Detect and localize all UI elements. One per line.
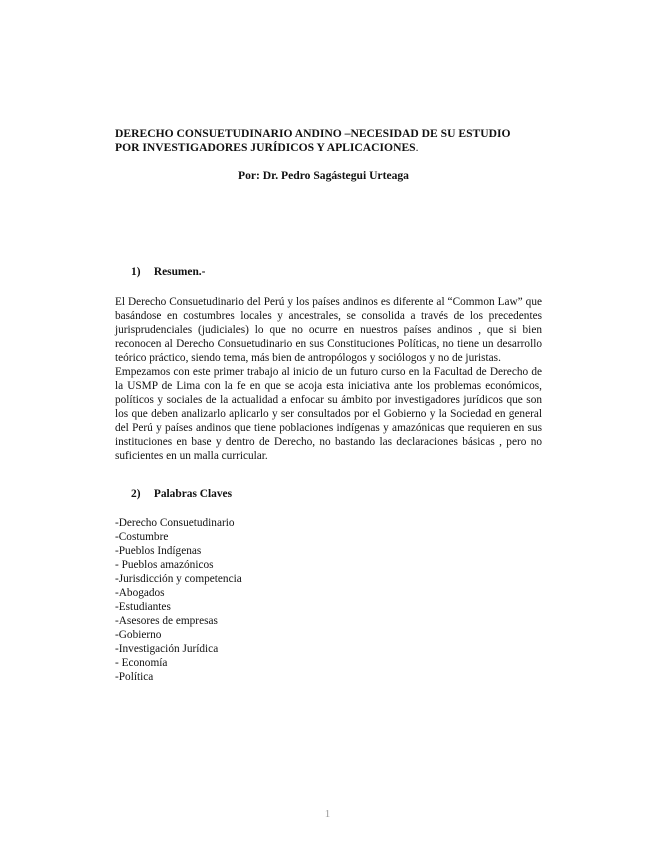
title-line-2: [115, 141, 545, 155]
keyword-item: -Pueblos Indígenas: [115, 545, 202, 557]
keyword-item: -Derecho Consuetudinario: [115, 517, 235, 529]
keyword-item: -Jurisdicción y competencia: [115, 573, 242, 585]
keyword-item: -Gobierno: [115, 629, 162, 641]
section-number: 2): [131, 488, 141, 500]
keyword-item: -Política: [115, 671, 154, 683]
abstract-paragraph: El Derecho Consuetudinario del Perú y los países andinos es diferente al “Common Law” que basándose en costumbres locales y ancestrales, se consolida a través de los precedentes jurisprudenciales (judiciales) lo que no ocurre en nuestros países andinos , que si bien reconocen al Derecho Consuetudinario en sus Constituciones Políticas, no tiene un desarrollo teórico práctico, siendo tema, más bien de antropólogos y sociólogos y no de juristas.: [115, 296, 542, 364]
keyword-item: -Estudiantes: [115, 601, 171, 613]
page-number: 1: [324, 808, 331, 820]
keyword-item: -Asesores de empresas: [115, 615, 218, 627]
keyword-item: -Investigación Jurídica: [115, 643, 219, 655]
keyword-item: - Economía: [115, 657, 168, 669]
keyword-item: - Pueblos amazónicos: [115, 559, 214, 571]
section-number: 1): [131, 266, 141, 278]
title-line-1: DERECHO CONSUETUDINARIO ANDINO –NECESIDAD DE SU ESTUDIO: [115, 127, 511, 140]
keyword-item: -Costumbre: [115, 531, 169, 543]
section-heading-resumen: [131, 265, 205, 279]
author-line: Por: Dr. Pedro Sagástegui Urteaga: [238, 169, 409, 182]
keyword-item: -Abogados: [115, 587, 165, 599]
section-title: Palabras Claves: [153, 488, 233, 500]
title-period: .: [415, 141, 419, 154]
section-title: Resumen.-: [153, 266, 206, 278]
abstract-body: [115, 295, 542, 463]
keywords-list: [115, 516, 242, 684]
section-heading-palabras-claves: [131, 487, 232, 501]
document-title: [115, 127, 545, 155]
abstract-paragraph: Empezamos con este primer trabajo al inicio de un futuro curso en la Facultad de Derecho de la USMP de Lima con la fe en que se acoja esta iniciativa ante los problemas económicos, políticos y sociales de la actualidad a enfocar su ámbito por investigadores jurídicos que son los que deben analizarlo aplicarlo y ser consultados por el Gobierno y la Sociedad en general del Perú y países andinos que tiene poblaciones indígenas y amazónicas que requieren en sus instituciones en base y dentro de Derecho, no bastando las declaraciones básicas , pero no suficientes en un malla curricular.: [115, 366, 542, 462]
title-line-2-text: POR INVESTIGADORES JURÍDICOS Y APLICACIONES: [115, 141, 416, 154]
